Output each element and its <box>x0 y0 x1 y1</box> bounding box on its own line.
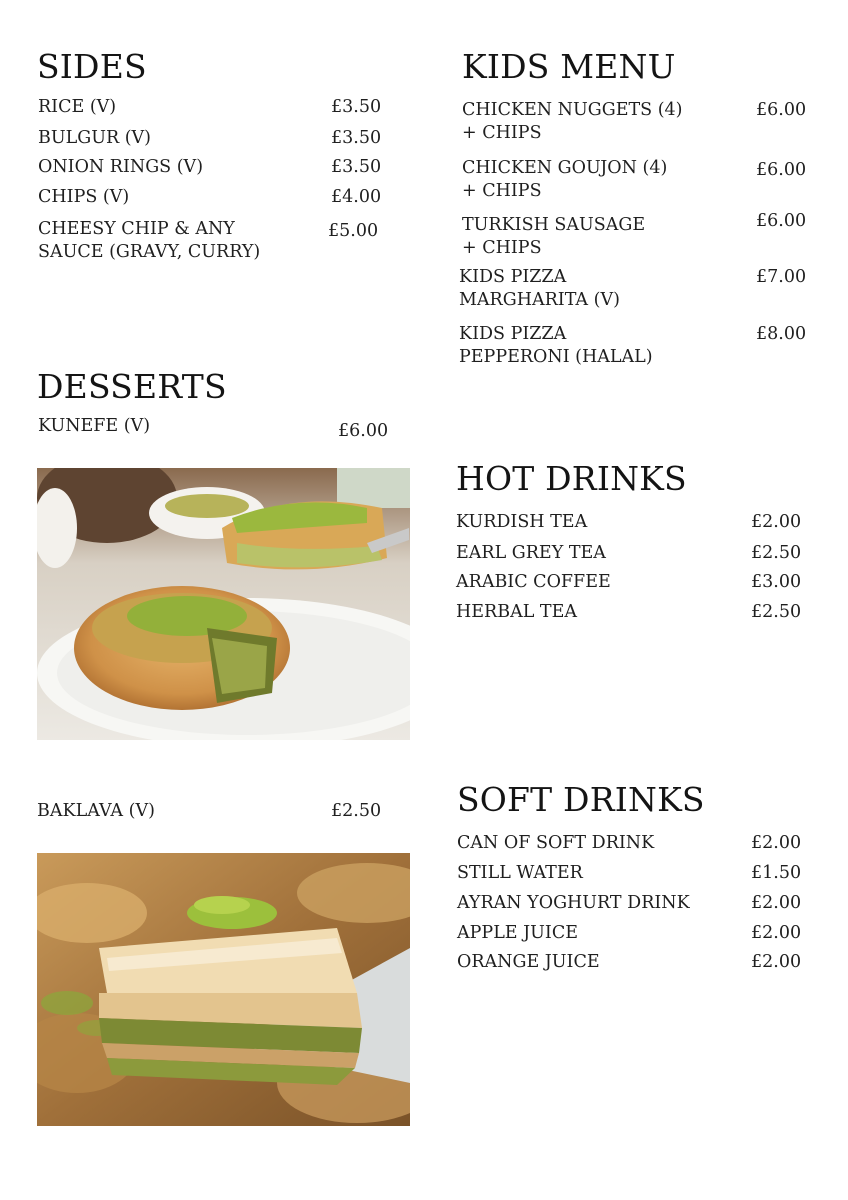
desserts-item-price: £6.00 <box>338 421 389 441</box>
desserts-item-name: BAKLAVA (V) <box>37 801 155 821</box>
hot-drinks-item-name: KURDISH TEA <box>456 512 588 532</box>
desserts-heading: DESSERTS <box>37 367 227 406</box>
soft-drinks-item-name: CAN OF SOFT DRINK <box>457 833 655 853</box>
soft-drinks-item-name: STILL WATER <box>457 863 583 883</box>
kids-menu-item-name: KIDS PIZZA MARGHARITA (V) <box>459 267 620 310</box>
kids-menu-item-name: CHICKEN NUGGETS (4) + CHIPS <box>462 100 683 143</box>
hot-drinks-item-price: £2.00 <box>751 512 802 532</box>
kids-menu-item-price: £6.00 <box>756 160 807 180</box>
sides-item-price: £3.50 <box>331 128 382 148</box>
desserts-item-price: £2.50 <box>331 801 382 821</box>
soft-drinks-item-name: AYRAN YOGHURT DRINK <box>457 893 690 913</box>
sides-item-price: £3.50 <box>331 157 382 177</box>
kids-menu-item-price: £7.00 <box>756 267 807 287</box>
sides-item-name: BULGUR (V) <box>38 128 151 148</box>
kids-menu-item-name: KIDS PIZZA PEPPERONI (HALAL) <box>459 324 653 367</box>
sides-item-name: ONION RINGS (V) <box>38 157 204 177</box>
soft-drinks-item-price: £2.00 <box>751 923 802 943</box>
sides-item-price: £4.00 <box>331 187 382 207</box>
kunefe-photo <box>37 468 410 740</box>
kids-menu-item-price: £8.00 <box>756 324 807 344</box>
soft-drinks-heading: SOFT DRINKS <box>457 780 705 819</box>
soft-drinks-item-price: £2.00 <box>751 893 802 913</box>
soft-drinks-item-price: £2.00 <box>751 952 802 972</box>
hot-drinks-item-name: HERBAL TEA <box>456 602 577 622</box>
hot-drinks-item-price: £2.50 <box>751 602 802 622</box>
hot-drinks-heading: HOT DRINKS <box>456 459 687 498</box>
soft-drinks-item-price: £1.50 <box>751 863 802 883</box>
hot-drinks-item-price: £3.00 <box>751 572 802 592</box>
kids-menu-item-name: CHICKEN GOUJON (4) + CHIPS <box>462 158 668 201</box>
baklava-photo <box>37 853 410 1126</box>
kids-menu-item-price: £6.00 <box>756 100 807 120</box>
soft-drinks-item-price: £2.00 <box>751 833 802 853</box>
sides-item-name: CHEESY CHIP & ANY SAUCE (GRAVY, CURRY) <box>38 219 261 262</box>
hot-drinks-item-name: ARABIC COFFEE <box>456 572 611 592</box>
kids-menu-item-price: £6.00 <box>756 211 807 231</box>
soft-drinks-item-name: ORANGE JUICE <box>457 952 600 972</box>
sides-item-name: CHIPS (V) <box>38 187 130 207</box>
sides-item-price: £3.50 <box>331 97 382 117</box>
hot-drinks-item-price: £2.50 <box>751 543 802 563</box>
kids-menu-heading: KIDS MENU <box>462 47 676 86</box>
hot-drinks-item-name: EARL GREY TEA <box>456 543 606 563</box>
sides-item-name: RICE (V) <box>38 97 117 117</box>
soft-drinks-item-name: APPLE JUICE <box>457 923 578 943</box>
sides-item-price: £5.00 <box>328 221 379 241</box>
desserts-item-name: KUNEFE (V) <box>38 416 151 436</box>
kids-menu-item-name: TURKISH SAUSAGE + CHIPS <box>462 215 646 258</box>
sides-heading: SIDES <box>37 47 147 86</box>
